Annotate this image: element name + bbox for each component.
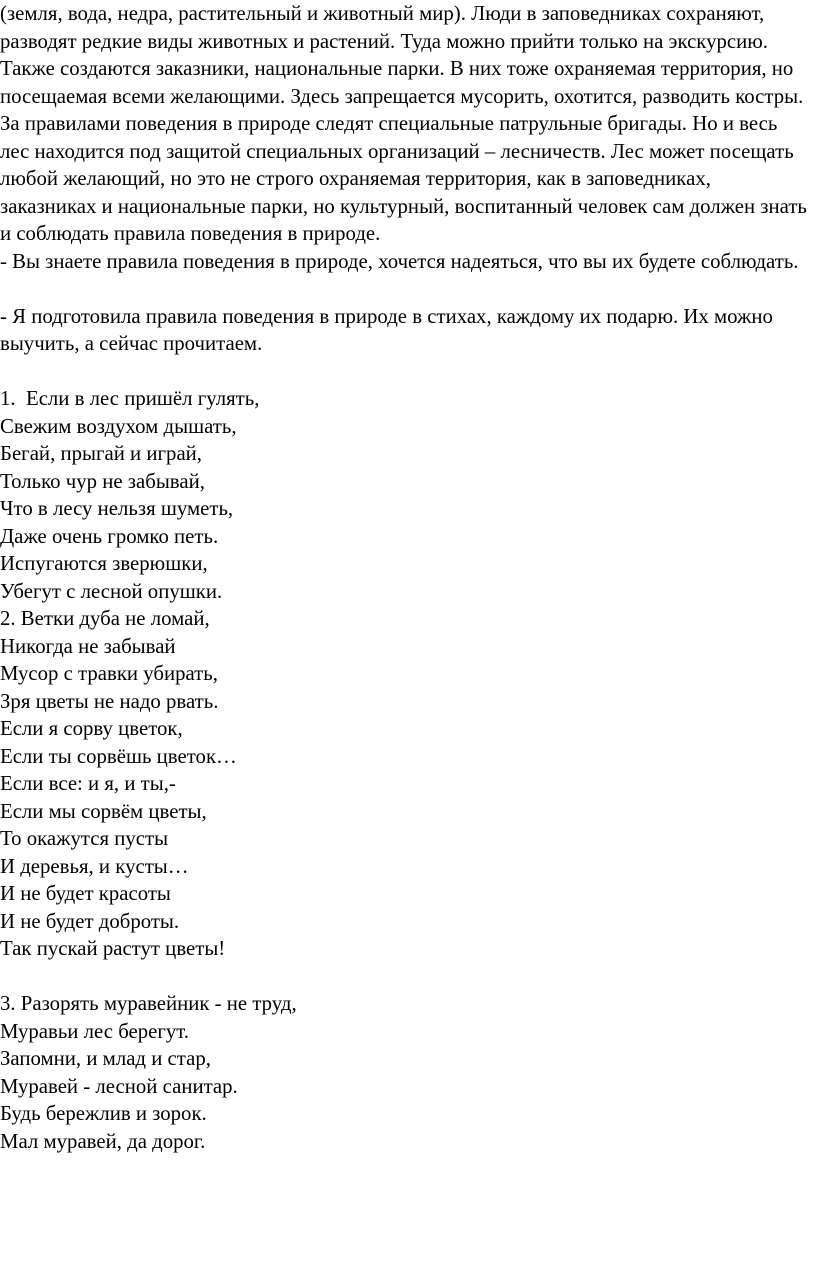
poem-line: Если мы сорвём цветы, [0, 799, 207, 823]
poem-line: И деревья, и кусты… [0, 854, 189, 878]
poem-line: 3. Разорять муравейник - не труд, [0, 992, 297, 1015]
poem-line: Так пускай растут цветы! [0, 937, 226, 960]
poem-line: Мал муравей, да дорог. [0, 1129, 206, 1153]
poem-line: Даже очень громко петь. [0, 524, 219, 548]
poem-line: 2. Ветки дуба не ломай, [0, 607, 210, 630]
poem-line: Никогда не забывай [0, 634, 176, 658]
poem-line: И не будет доброты. [0, 909, 180, 933]
poem-line: Если я сорву цветок, [0, 717, 183, 740]
poem-2 [0, 605, 810, 963]
poem-line: Муравей - лесной санитар. [0, 1074, 238, 1098]
poem-line: И не будет красоты [0, 882, 171, 905]
poem-line: Зря цветы не надо рвать. [0, 689, 219, 713]
poem-3 [0, 990, 810, 1155]
poem-line: Если ты сорвёшь цветок… [0, 744, 237, 768]
intro-paragraph: (земля, вода, недра, растительный и животный мир). Люди в заповедниках сохраняют, разводят редкие виды животных и растений. Туда можно прийти только на экскурсию. Также создаются заказники, национальные парки. В них тоже охраняемая территория, но посещаемая всеми желающими. Здесь запрещается мусорить, охотится, разводить костры. За правилами поведения в природе следят специальные патрульные бригады. Но и весь лес находится под защитой специальных организаций – лесничеств. Лес может посещать любой желающий, но это не строго охраняемая территория, как в заповедниках, заказниках и национальные парки, но культурный, воспитанный человек сам должен знать и соблюдать правила поведения в природе. [0, 2, 807, 245]
poem-line: Мусор с травки убирать, [0, 662, 218, 685]
poem-line: Испугаются зверюшки, [0, 552, 208, 575]
poem-1 [0, 385, 810, 605]
poem-line: Муравьи лес берегут. [0, 1019, 190, 1043]
poem-line: Бегай, прыгай и играй, [0, 442, 202, 465]
poem-line: Будь бережлив и зорок. [0, 1102, 207, 1125]
poem-line: Запомни, и млад и стар, [0, 1047, 211, 1070]
poem-line: Что в лесу нельзя шуметь, [0, 497, 234, 520]
poem-line: То окажутся пусты [0, 827, 169, 850]
blank-line [0, 358, 810, 386]
poem-line: Только чур не забывай, [0, 469, 205, 493]
poem-line: Убегут с лесной опушки. [0, 579, 223, 603]
question-paragraph: - Вы знаете правила поведения в природе, хочется надеяться, что вы их будете соблюдать. [0, 249, 799, 273]
prepared-paragraph: - Я подготовила правила поведения в природе в стихах, каждому их подарю. Их можно выучить, а сейчас прочитаем. [0, 304, 773, 355]
blank-line [0, 963, 810, 991]
poem-line: 1. Если в лес пришёл гулять, [0, 387, 260, 410]
blank-line [0, 275, 810, 303]
poem-line: Свежим воздухом дышать, [0, 414, 237, 438]
poem-line: Если все: и я, и ты,- [0, 772, 176, 795]
